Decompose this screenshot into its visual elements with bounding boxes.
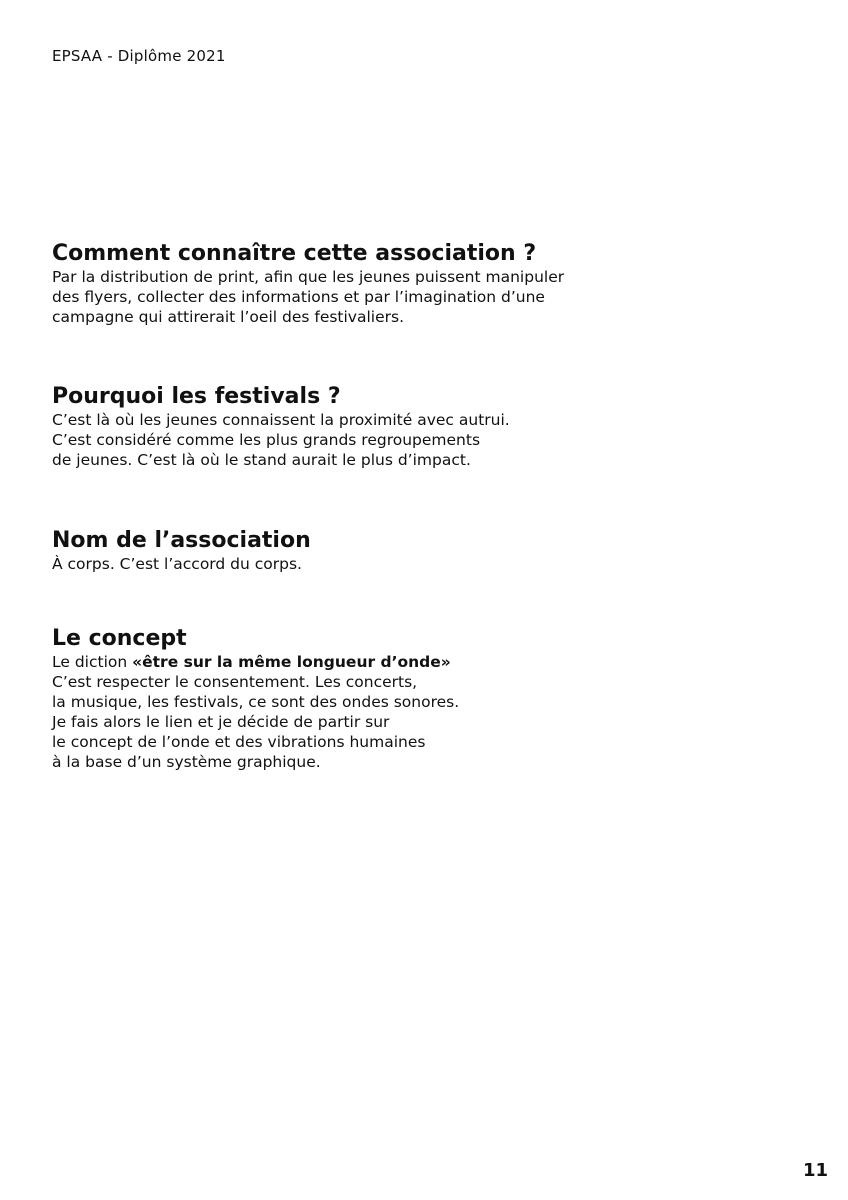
concept-prefix: Le diction bbox=[52, 653, 133, 671]
body-line: campagne qui attirerait l’oeil des festivaliers. bbox=[52, 308, 405, 326]
section-body bbox=[52, 554, 812, 574]
section-title: Le concept bbox=[52, 626, 187, 651]
section-association-name bbox=[52, 528, 812, 574]
section-body bbox=[52, 652, 812, 772]
body-line: C’est respecter le consentement. Les concerts, bbox=[52, 673, 418, 691]
body-line: Je fais alors le lien et je décide de partir sur bbox=[52, 713, 390, 731]
concept-quote: «être sur la même longueur d’onde» bbox=[132, 653, 451, 671]
section-how-to-know bbox=[52, 241, 812, 327]
body-line: C’est considéré comme les plus grands regroupements bbox=[52, 431, 481, 449]
body-line: À corps. C’est l’accord du corps. bbox=[52, 555, 302, 573]
section-title: Comment connaître cette association ? bbox=[52, 241, 537, 266]
body-line: de jeunes. C’est là où le stand aurait le plus d’impact. bbox=[52, 451, 471, 469]
body-line: le concept de l’onde et des vibrations humaines bbox=[52, 733, 426, 751]
section-body bbox=[52, 267, 812, 327]
page-number: 11 bbox=[802, 1160, 828, 1181]
section-concept bbox=[52, 626, 812, 772]
body-line: des flyers, collecter des informations et par l’imagination d’une bbox=[52, 288, 545, 306]
body-line: à la base d’un système graphique. bbox=[52, 753, 321, 771]
body-line-first bbox=[52, 652, 812, 672]
body-line: C’est là où les jeunes connaissent la proximité avec autrui. bbox=[52, 411, 510, 429]
body-line: la musique, les festivals, ce sont des ondes sonores. bbox=[52, 693, 460, 711]
section-body bbox=[52, 410, 812, 470]
section-why-festivals bbox=[52, 384, 812, 470]
section-title: Pourquoi les festivals ? bbox=[52, 384, 341, 409]
running-header: EPSAA - Diplôme 2021 bbox=[52, 47, 226, 65]
body-line: Par la distribution de print, afin que les jeunes puissent manipuler bbox=[52, 268, 565, 286]
section-title: Nom de l’association bbox=[52, 528, 311, 553]
